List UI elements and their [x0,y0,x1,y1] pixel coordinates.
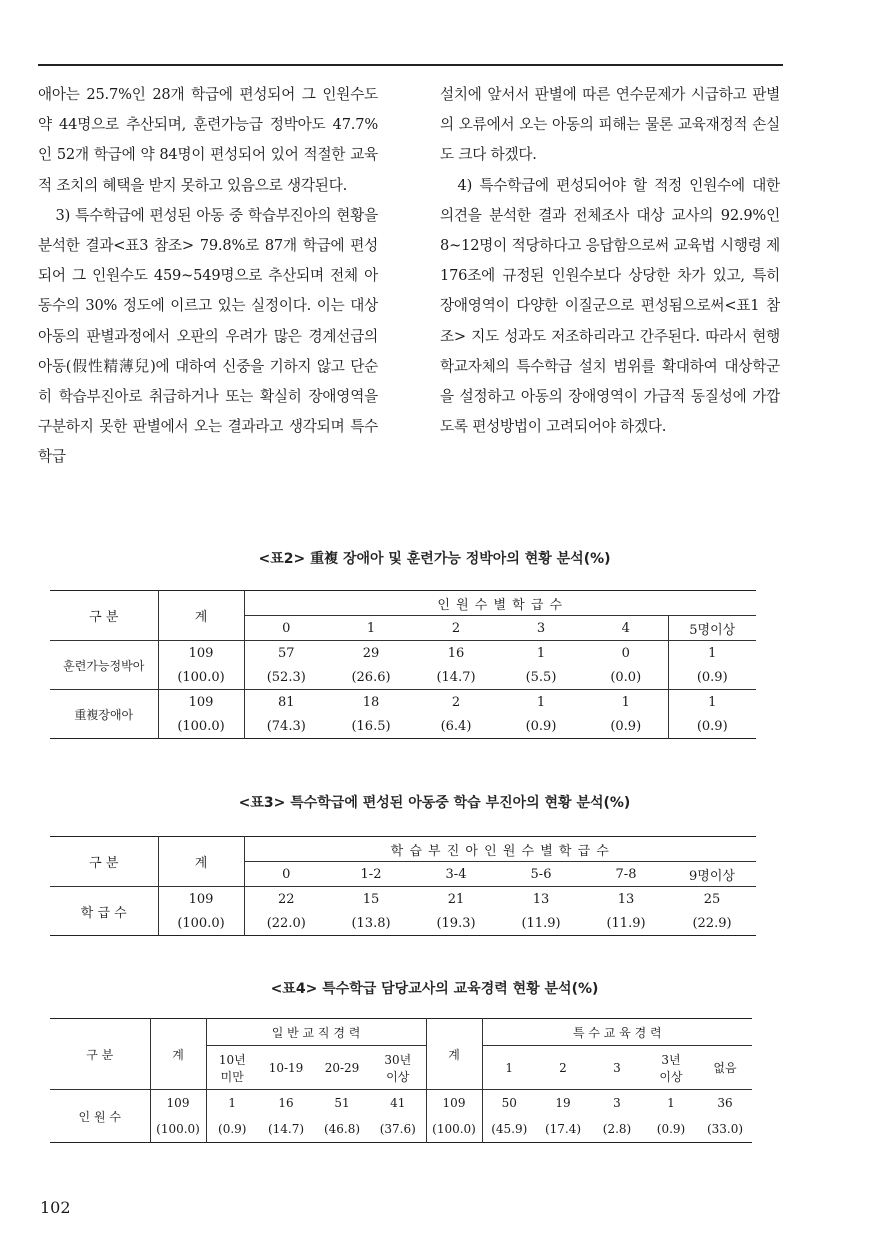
t4-cell: 51 [334,1096,350,1110]
t4-gen-col: 10-19 [258,1046,314,1090]
t3-cell: 22 [277,891,295,907]
t2-row-label: 훈련가능정박아 [50,641,158,690]
t4-spec-col: 3 [590,1046,644,1090]
t2-col: 1 [328,616,414,641]
t2-cell: (52.3) [244,665,328,690]
table2 [50,590,756,739]
t4-cell: (2.8) [602,1122,632,1136]
page-number: 102 [40,1198,71,1217]
t2-cell: 81 [277,694,295,710]
table3 [50,836,756,936]
left-column [38,80,378,473]
t3-row-label: 학 급 수 [50,887,158,936]
t2-cell: 109 [158,690,244,715]
t2-cell: 109 [158,641,244,666]
left-paragraph-2: 3) 특수학급에 편성된 아동 중 학습부진아의 현황을 분석한 결과<표3 참조> 79.8%로 87개 학급에 편성되어 그 인원수도 459~549명으로 추산되며 전체 아동수의 30% 정도에 이르고 있는 실정이다. 이는 대상아동의 판별과정에서 오판의 우려가 많은 경계선급의 아동(假性精薄兒)에 대하여 신중을 기하지 않고 단순히 학습부진아로 취급하거나 또는 확실히 장애영역을 구분하지 못한 판별에서 오는 결과라고 생각되며 특수학급 [38,206,378,466]
t2-cell: 57 [277,645,295,661]
t2-cell: (0.9) [525,718,557,734]
table-row [50,1116,752,1143]
t4-cell: (0.9) [218,1122,247,1136]
t3-col: 3-4 [414,862,498,887]
t4-row-label: 인 원 수 [50,1090,150,1143]
t3-cell: (100.0) [158,911,244,936]
t4-cell: (45.9) [491,1122,528,1136]
t4-cell: 109 [150,1090,206,1117]
t4-spec-col: 3년 이상 [644,1046,698,1090]
t3-cell: 25 [703,891,721,907]
t3-col: 9명이상 [668,862,756,887]
t4-gen-col: 10년 미만 [206,1046,258,1090]
t2-cell: (74.3) [266,718,306,734]
t2-cell: 18 [362,694,380,710]
right-column [440,80,780,442]
t4-cell: (0.9) [656,1122,686,1136]
t2-cell: (100.0) [158,665,244,690]
t3-cell: (11.9) [521,915,561,931]
t4-cell: (14.7) [267,1122,305,1136]
right-paragraph-2: 4) 특수학급에 편성되어야 할 적정 인원수에 대한 의견을 분석한 결과 전체조사 대상 교사의 92.9%인 8~12명이 적당하다고 응답함으로써 교육법 시행령 제176조에 규정된 인원수보다 상당한 차가 있고, 특히 장애영역이 다양한 이질군으로 편성됨으로써<표1 참조> 지도 성과도 저조하리라고 간주된다. 따라서 현행 학교자체의 특수학급 설치 범위를 확대하여 대상학군을 설정하고 아동의 장애영역이 가급적 동질성에 가깝도록 편성방법이 고려되어야 하겠다. [440,176,780,436]
t4-header-general: 일 반 교 직 경 력 [206,1019,426,1046]
t2-cell: 16 [447,645,465,661]
t2-cell: 1 [536,645,546,661]
table-row [50,1090,752,1117]
t3-cell: (22.0) [266,915,306,931]
t4-cell: 19 [555,1096,571,1110]
t3-col: 0 [244,862,328,887]
t3-col: 5-6 [498,862,584,887]
t4-cell: 41 [370,1090,426,1117]
t4-cell: 3 [613,1096,621,1110]
t4-cell: 50 [501,1096,517,1110]
t2-cell: (100.0) [158,714,244,739]
t3-cell: (22.9) [692,915,732,931]
t3-header-group: 구 분 [50,837,158,887]
t2-col: 2 [414,616,498,641]
t2-row-label: 重複장애아 [50,690,158,739]
t4-cell: 36 [717,1096,733,1110]
table-row [50,887,756,912]
t2-cell: (26.6) [328,665,414,690]
table-row [50,641,756,666]
t2-cell: (0.9) [668,665,756,690]
table4-caption: <표4> 특수학급 담당교사의 교육경력 현황 분석(%) [270,981,599,997]
t4-gen-col: 30년 이상 [370,1046,426,1090]
t4-cell: (37.6) [370,1116,426,1143]
t4-cell: (33.0) [706,1122,744,1136]
t3-cell: 21 [447,891,465,907]
t4-spec-col: 없음 [698,1046,752,1090]
t2-cell: (14.7) [414,665,498,690]
t3-cell: (13.8) [351,915,391,931]
t4-cell: (100.0) [426,1116,482,1143]
t2-cell: (6.4) [440,718,472,734]
t4-cell: (100.0) [150,1116,206,1143]
t4-cell: 1 [667,1096,675,1110]
t3-cell: 13 [617,891,635,907]
t2-cell: (0.9) [610,718,642,734]
t2-header-total: 계 [158,591,244,641]
t2-cell: 0 [621,645,630,661]
t4-header-spec-total: 계 [426,1019,482,1090]
t2-cell: 1 [536,694,546,710]
table2-caption: <표2> 重複 장애아 및 훈련가능 정박아의 현황 분석(%) [258,551,611,567]
t2-cell: (0.9) [668,714,756,739]
table-row [50,690,756,715]
header-rule [38,64,783,66]
t2-header-group: 구 분 [50,591,158,641]
t4-gen-col: 20-29 [314,1046,370,1090]
t4-cell: 16 [278,1096,294,1110]
t2-cell: (16.5) [351,718,391,734]
t4-cell: 109 [426,1090,482,1117]
t2-col: 4 [584,616,668,641]
t2-cell: 1 [668,641,756,666]
t3-cell: 109 [158,887,244,912]
t3-cell: 13 [532,891,550,907]
t3-header-span: 학 습 부 진 아 인 원 수 별 학 급 수 [244,837,756,862]
t4-spec-col: 1 [482,1046,536,1090]
t2-col: 0 [244,616,328,641]
t3-col: 1-2 [328,862,414,887]
t4-cell: (46.8) [323,1122,361,1136]
t2-cell: 1 [621,694,630,710]
left-paragraph-1: 애아는 25.7%인 28개 학급에 편성되어 그 인원수도 약 44명으로 추산되며, 훈련가능급 정박아도 47.7%인 52개 학급에 약 84명이 편성되어 있어 적절한 교육적 조치의 혜택을 받지 못하고 있음으로 생각된다. [38,86,378,194]
t4-header-special: 특 수 교 육 경 력 [482,1019,752,1046]
t4-header-group: 구 분 [50,1019,150,1090]
t2-col: 5명이상 [668,616,756,641]
t3-cell: (11.9) [606,915,646,931]
t2-cell: 1 [668,690,756,715]
t4-cell: 1 [228,1096,237,1110]
t4-spec-col: 2 [536,1046,590,1090]
t4-cell: (17.4) [544,1122,582,1136]
t2-cell: (0.0) [584,665,668,690]
t3-cell: (19.3) [436,915,476,931]
t2-col: 3 [498,616,584,641]
t3-header-total: 계 [158,837,244,887]
t2-header-span: 인 원 수 별 학 급 수 [244,591,756,616]
t3-cell: 15 [362,891,380,907]
t2-cell: 2 [451,694,461,710]
table4 [50,1018,752,1143]
t2-cell: 29 [362,645,380,661]
t3-col: 7-8 [584,862,668,887]
right-paragraph-1: 설치에 앞서서 판별에 따른 연수문제가 시급하고 판별의 오류에서 오는 아동의 피해는 물론 교육재정적 손실도 크다 하겠다. [440,86,780,164]
t4-header-gen-total: 계 [150,1019,206,1090]
t2-cell: (5.5) [498,665,584,690]
table3-caption: <표3> 특수학급에 편성된 아동중 학습 부진아의 현황 분석(%) [238,795,631,811]
